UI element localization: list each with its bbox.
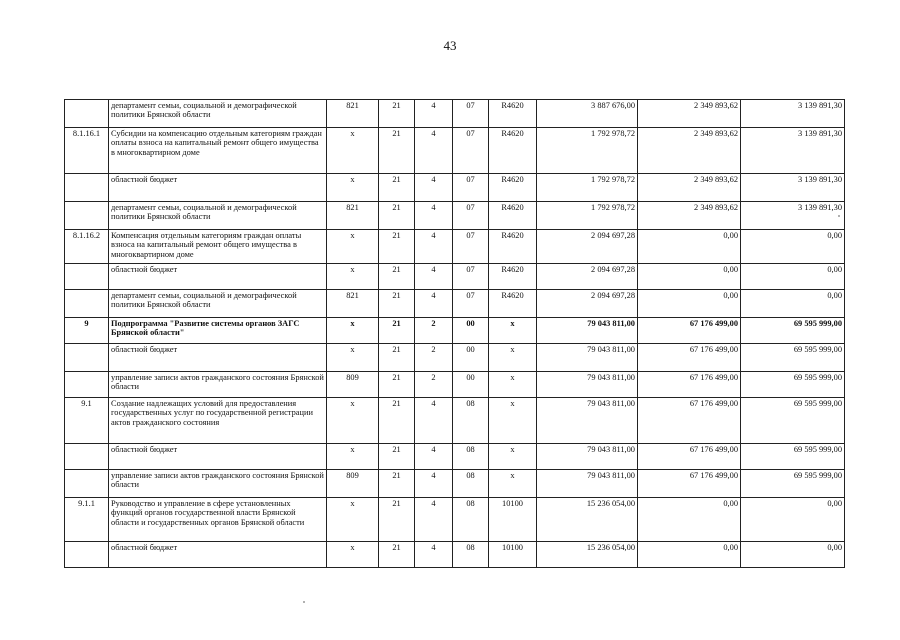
program-code-cell: 21 [379,318,415,344]
subprogram-code-cell: 4 [415,542,453,568]
program-code-cell: 21 [379,444,415,470]
scan-speck [838,215,840,217]
row-number-cell: 8.1.16.1 [65,128,109,174]
subprogram-code-cell: 4 [415,202,453,230]
row-number-cell: 9.1.1 [65,498,109,542]
table-row [65,290,845,318]
table-row [65,264,845,290]
event-code-cell: 00 [453,318,489,344]
subprogram-code-cell: 4 [415,230,453,264]
subprogram-code-cell: 4 [415,174,453,202]
amount-year-2-cell: 0,00 [638,498,741,542]
event-code-cell: 07 [453,230,489,264]
amount-year-2-cell: 2 349 893,62 [638,174,741,202]
page-number: 43 [443,38,457,53]
amount-year-3-cell: 3 139 891,30 [741,202,845,230]
program-code-cell: 21 [379,498,415,542]
row-number-cell: 8.1.16.2 [65,230,109,264]
admin-code-cell: 809 [327,470,379,498]
admin-code-cell: х [327,398,379,444]
row-number-cell [65,542,109,568]
subprogram-code-cell: 2 [415,318,453,344]
subprogram-code-cell: 4 [415,470,453,498]
amount-year-2-cell: 67 176 499,00 [638,318,741,344]
table-row [65,174,845,202]
direction-code-cell: R4620 [489,202,537,230]
row-name-cell: Создание надлежащих условий для предоставления государственных услуг по государственной регистрации актов гражданского состояния [109,398,327,444]
program-code-cell: 21 [379,264,415,290]
amount-year-2-cell: 67 176 499,00 [638,444,741,470]
amount-year-3-cell: 0,00 [741,290,845,318]
direction-code-cell: R4620 [489,100,537,128]
amount-year-3-cell: 3 139 891,30 [741,174,845,202]
program-code-cell: 21 [379,344,415,372]
subprogram-code-cell: 4 [415,444,453,470]
admin-code-cell: х [327,344,379,372]
amount-year-1-cell: 15 236 054,00 [537,498,638,542]
scan-speck [303,601,305,603]
amount-year-3-cell: 0,00 [741,264,845,290]
row-name-cell: департамент семьи, социальной и демографической политики Брянской области [109,290,327,318]
amount-year-2-cell: 0,00 [638,542,741,568]
table-row [65,100,845,128]
program-code-cell: 21 [379,470,415,498]
row-number-cell [65,344,109,372]
table-row [65,444,845,470]
row-name-cell: Руководство и управление в сфере установленных функций органов государственной власти Брянской области и государственных органов Брянской области [109,498,327,542]
program-code-cell: 21 [379,174,415,202]
admin-code-cell: х [327,498,379,542]
row-name-cell: областной бюджет [109,344,327,372]
program-code-cell: 21 [379,290,415,318]
budget-table [64,99,845,568]
amount-year-3-cell: 69 595 999,00 [741,444,845,470]
direction-code-cell: R4620 [489,174,537,202]
event-code-cell: 07 [453,128,489,174]
table-row [65,202,845,230]
row-number-cell: 9.1 [65,398,109,444]
amount-year-2-cell: 0,00 [638,290,741,318]
row-name-cell: управление записи актов гражданского состояния Брянской области [109,372,327,398]
row-name-cell: Подпрограмма "Развитие системы органов ЗАГС Брянской области" [109,318,327,344]
admin-code-cell: х [327,444,379,470]
admin-code-cell: 821 [327,290,379,318]
admin-code-cell: х [327,318,379,344]
row-name-cell: областной бюджет [109,264,327,290]
amount-year-3-cell: 69 595 999,00 [741,372,845,398]
amount-year-3-cell: 69 595 999,00 [741,318,845,344]
amount-year-1-cell: 79 043 811,00 [537,398,638,444]
subprogram-code-cell: 4 [415,290,453,318]
row-name-cell: департамент семьи, социальной и демографической политики Брянской области [109,100,327,128]
amount-year-3-cell: 3 139 891,30 [741,128,845,174]
table-row [65,372,845,398]
program-code-cell: 21 [379,128,415,174]
direction-code-cell: х [489,470,537,498]
direction-code-cell: R4620 [489,230,537,264]
program-code-cell: 21 [379,542,415,568]
subprogram-code-cell: 4 [415,128,453,174]
direction-code-cell: х [489,318,537,344]
amount-year-1-cell: 2 094 697,28 [537,264,638,290]
amount-year-1-cell: 1 792 978,72 [537,128,638,174]
amount-year-3-cell: 0,00 [741,230,845,264]
amount-year-3-cell: 3 139 891,30 [741,100,845,128]
amount-year-1-cell: 2 094 697,28 [537,230,638,264]
amount-year-3-cell: 69 595 999,00 [741,344,845,372]
admin-code-cell: 821 [327,202,379,230]
row-name-cell: Компенсация отдельным категориям граждан оплаты взноса на капитальный ремонт общего имущества в многоквартирном доме [109,230,327,264]
row-number-cell [65,444,109,470]
amount-year-1-cell: 79 043 811,00 [537,318,638,344]
amount-year-2-cell: 2 349 893,62 [638,128,741,174]
table-row [65,318,845,344]
direction-code-cell: х [489,344,537,372]
row-name-cell: областной бюджет [109,444,327,470]
amount-year-2-cell: 0,00 [638,230,741,264]
amount-year-2-cell: 0,00 [638,264,741,290]
amount-year-1-cell: 3 887 676,00 [537,100,638,128]
row-number-cell [65,470,109,498]
event-code-cell: 08 [453,542,489,568]
amount-year-1-cell: 2 094 697,28 [537,290,638,318]
event-code-cell: 07 [453,202,489,230]
program-code-cell: 21 [379,202,415,230]
direction-code-cell: х [489,444,537,470]
subprogram-code-cell: 4 [415,398,453,444]
admin-code-cell: 821 [327,100,379,128]
admin-code-cell: х [327,542,379,568]
event-code-cell: 07 [453,174,489,202]
amount-year-1-cell: 1 792 978,72 [537,174,638,202]
program-code-cell: 21 [379,372,415,398]
row-name-cell: областной бюджет [109,542,327,568]
event-code-cell: 00 [453,344,489,372]
table-row [65,128,845,174]
amount-year-3-cell: 0,00 [741,498,845,542]
amount-year-3-cell: 69 595 999,00 [741,470,845,498]
row-name-cell: областной бюджет [109,174,327,202]
table-body [65,100,845,568]
row-number-cell [65,202,109,230]
direction-code-cell: R4620 [489,264,537,290]
event-code-cell: 07 [453,290,489,318]
event-code-cell: 08 [453,398,489,444]
table-row [65,230,845,264]
direction-code-cell: R4620 [489,128,537,174]
row-number-cell: 9 [65,318,109,344]
amount-year-2-cell: 2 349 893,62 [638,100,741,128]
event-code-cell: 07 [453,264,489,290]
event-code-cell: 00 [453,372,489,398]
admin-code-cell: х [327,230,379,264]
event-code-cell: 07 [453,100,489,128]
row-number-cell [65,290,109,318]
amount-year-3-cell: 69 595 999,00 [741,398,845,444]
program-code-cell: 21 [379,100,415,128]
amount-year-1-cell: 79 043 811,00 [537,372,638,398]
row-name-cell: Субсидии на компенсацию отдельным категориям граждан оплаты взноса на капитальный ремонт общего имущества в многоквартирном доме [109,128,327,174]
admin-code-cell: х [327,128,379,174]
program-code-cell: 21 [379,398,415,444]
table-row [65,542,845,568]
direction-code-cell: 10100 [489,542,537,568]
amount-year-1-cell: 15 236 054,00 [537,542,638,568]
row-name-cell: департамент семьи, социальной и демографической политики Брянской области [109,202,327,230]
table-row [65,344,845,372]
admin-code-cell: 809 [327,372,379,398]
amount-year-2-cell: 67 176 499,00 [638,398,741,444]
table-row [65,398,845,444]
row-number-cell [65,100,109,128]
amount-year-1-cell: 79 043 811,00 [537,344,638,372]
amount-year-2-cell: 67 176 499,00 [638,470,741,498]
direction-code-cell: R4620 [489,290,537,318]
row-number-cell [65,264,109,290]
subprogram-code-cell: 2 [415,372,453,398]
amount-year-2-cell: 2 349 893,62 [638,202,741,230]
event-code-cell: 08 [453,498,489,542]
direction-code-cell: х [489,372,537,398]
subprogram-code-cell: 4 [415,100,453,128]
admin-code-cell: х [327,264,379,290]
row-number-cell [65,174,109,202]
table-row [65,470,845,498]
row-number-cell [65,372,109,398]
amount-year-1-cell: 1 792 978,72 [537,202,638,230]
direction-code-cell: 10100 [489,498,537,542]
row-name-cell: управление записи актов гражданского состояния Брянской области [109,470,327,498]
amount-year-3-cell: 0,00 [741,542,845,568]
table-row [65,498,845,542]
event-code-cell: 08 [453,444,489,470]
event-code-cell: 08 [453,470,489,498]
amount-year-1-cell: 79 043 811,00 [537,470,638,498]
direction-code-cell: х [489,398,537,444]
subprogram-code-cell: 2 [415,344,453,372]
amount-year-2-cell: 67 176 499,00 [638,372,741,398]
subprogram-code-cell: 4 [415,264,453,290]
program-code-cell: 21 [379,230,415,264]
amount-year-2-cell: 67 176 499,00 [638,344,741,372]
admin-code-cell: х [327,174,379,202]
subprogram-code-cell: 4 [415,498,453,542]
amount-year-1-cell: 79 043 811,00 [537,444,638,470]
